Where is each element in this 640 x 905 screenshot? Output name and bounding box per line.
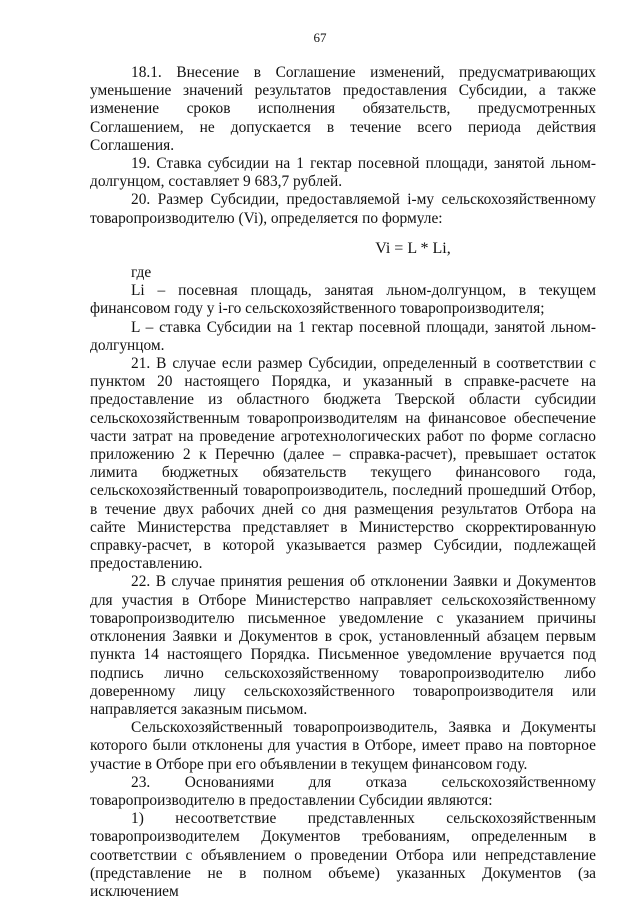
paragraph-23: 23. Основаниями для отказа сельскохозяйственному товаропроизводителю в предоставлении Субсидии являются: bbox=[90, 773, 596, 809]
paragraph-19: 19. Ставка субсидии на 1 гектар посевной площади, занятой льном-долгунцом, составляет 9 683,7 рублей. bbox=[90, 155, 596, 191]
document-body bbox=[90, 64, 596, 901]
definition-li: Li – посевная площадь, занятая льном-долгунцом, в текущем финансовом году у i-го сельскохозяйственного товаропроизводителя; bbox=[90, 282, 596, 318]
page-number: 67 bbox=[313, 30, 327, 45]
formula: Vi = L * Li, bbox=[375, 239, 451, 257]
paragraph-20: 20. Размер Субсидии, предоставляемой i-му сельскохозяйственному товаропроизводителю (Vi), определяется по формуле: bbox=[90, 191, 596, 227]
paragraph-21: 21. В случае если размер Субсидии, определенный в соответствии с пунктом 20 настоящего Порядка, и указанный в справке-расчете на предоставление из областного бюджета Тверской области субсидии сельскохозяйственным товаропроизводителям на финансовое обеспечение части затрат на проведение агротехнологических работ по форме согласно приложению 2 к Перечню (далее – справка-расчет), превышает остаток лимита бюджетных обязательств текущего финансового года, сельскохозяйственный товаропроизводитель, последний прошедший Отбор, в течение двух рабочих дней со дня размещения результатов Отбора на сайте Министерства представляет в Министерство скорректированную справку-расчет, в которой указывается размер Субсидии, подлежащей предоставлению. bbox=[90, 355, 596, 573]
paragraph-22: 22. В случае принятия решения об отклонении Заявки и Документов для участия в Отборе Министерство направляет сельскохозяйственному товаропроизводителю письменное уведомление с указанием причины отклонения Заявки и Документов в срок, установленный абзацем первым пункта 14 настоящего Порядка. Письменное уведомление вручается под подпись лично сельскохозяйственному товаропроизводителю либо доверенному лицу сельскохозяйственного товаропроизводителя или направляется заказным письмом. bbox=[90, 573, 596, 718]
paragraph-23-item-1: 1) несоответствие представленных сельскохозяйственным товаропроизводителем Документов требованиям, определенным в соответствии с объявлением о проведении Отбора или непредставление (представление не в полном объеме) указанных Документов (за исключением bbox=[90, 810, 596, 900]
definition-l: L – ставка Субсидии на 1 гектар посевной площади, занятой льном-долгунцом. bbox=[90, 318, 596, 354]
paragraph-18-1: 18.1. Внесение в Соглашение изменений, предусматривающих уменьшение значений результатов предоставления Субсидии, а также изменение сроков исполнения обязательств, предусмотренных Соглашением, не допускается в течение всего периода действия Соглашения. bbox=[90, 64, 596, 154]
where-label: где bbox=[131, 264, 152, 282]
paragraph-22-continued: Сельскохозяйственный товаропроизводитель, Заявка и Документы которого были отклонены для участия в Отборе, имеет право на повторное участие в Отборе при его объявлении в текущем финансовом году. bbox=[90, 719, 596, 773]
